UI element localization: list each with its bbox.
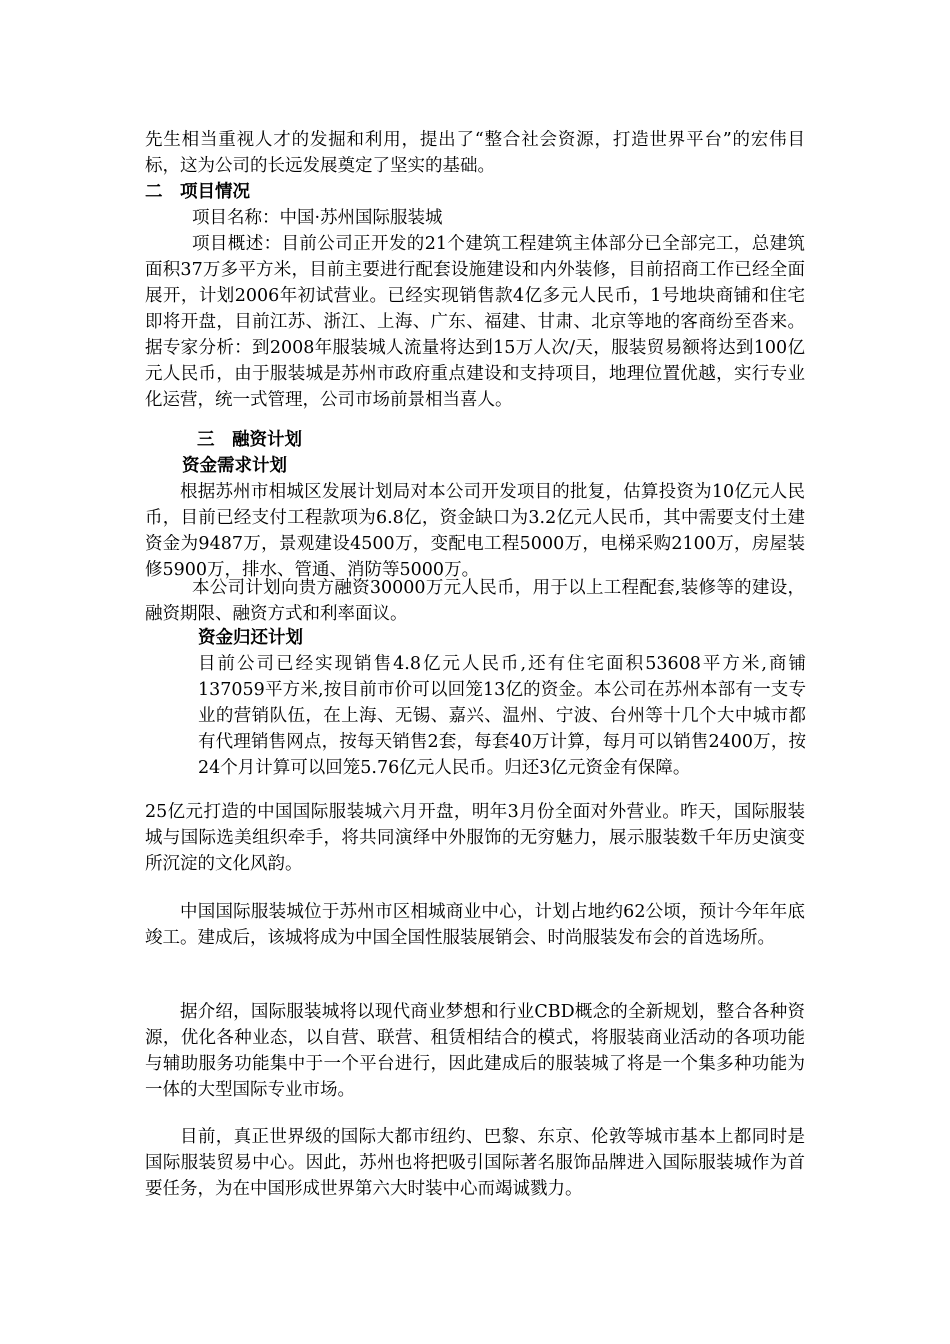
repay-paragraph: 目前公司已经实现销售4.8亿元人民币,还有住宅面积53608平方米,商铺137059平方米,按目前市价可以回笼13亿的资金。本公司在苏州本部有一支专业的营销队伍，在上海、无锡、嘉兴、温州、宁波、台州等十几个大中城市都有代理销售网点，按每天销售2套，每套40万计算，每月可以销售2400万，按24个月计算可以回笼5.76亿元人民币。归还3亿元资金有保障。 [198,654,806,778]
repay-heading: 资金归还计划 [198,628,303,648]
section-2-heading: 二 项目情况 [145,182,250,202]
news-paragraph-2: 中国国际服装城位于苏州市区相城商业中心，计划占地约62公顷，预计今年年底竣工。建成后，该城将成为中国全国性服装展销会、时尚服装发布会的首选场所。 [145,902,805,948]
news-paragraph-4: 目前，真正世界级的国际大都市纽约、巴黎、东京、伦敦等城市基本上都同时是国际服装贸易中心。因此，苏州也将把吸引国际著名服饰品牌进入国际服装城作为首要任务，为在中国形成世界第六大时装中心而竭诚戮力。 [145,1127,805,1199]
news-paragraph-3: 据介绍，国际服装城将以现代商业梦想和行业CBD概念的全新规划，整合各种资源，优化各种业态，以自营、联营、租赁相结合的模式，将服装商业活动的各项功能与辅助服务功能集中于一个平台进行，因此建成后的服装城了将是一个集多种功能为一体的大型国际专业市场。 [145,1002,805,1100]
section-3-heading: 三 融资计划 [197,430,302,450]
project-overview-paragraph: 项目概述：目前公司正开发的21个建筑工程建筑主体部分已全部完工，总建筑面积37万多平方米，目前主要进行配套设施建设和内外装修，目前招商工作已经全面展开，计划2006年初试营业。已经实现销售款4亿多元人民币，1号地块商铺和住宅即将开盘，目前江苏、浙江、上海、广东、福建、甘肃、北京等地的客商纷至沓来。据专家分析：到2008年服装城人流量将达到15万人次/天，服装贸易额将达到100亿元人民币，由于服装城是苏州市政府重点建设和支持项目，地理位置优越，实行专业化运营，统一式管理，公司市场前景相当喜人。 [145,234,805,410]
financing-paragraph: 本公司计划向贵方融资30000万元人民币，用于以上工程配套,装修等的建设，融资期限、融资方式和利率面议。 [145,578,805,624]
news-paragraph-1: 25亿元打造的中国国际服装城六月开盘，明年3月份全面对外营业。昨天，国际服装城与国际选美组织牵手，将共同演绎中外服饰的无穷魅力，展示服装数千年历史演变所沉淀的文化风韵。 [145,802,805,874]
fund-demand-paragraph: 根据苏州市相城区发展计划局对本公司开发项目的批复，估算投资为10亿元人民币，目前已经支付工程款项为6.8亿，资金缺口为3.2亿元人民币，其中需要支付土建资金为9487万，景观建设4500万，变配电工程5000万，电梯采购2100万，房屋装修5900万，排水、管通、消防等5000万。 [145,482,805,580]
fund-demand-heading: 资金需求计划 [182,456,287,476]
project-name-line: 项目名称：中国·苏州国际服装城 [192,208,443,228]
intro-paragraph: 先生相当重视人才的发掘和利用，提出了“整合社会资源，打造世界平台”的宏伟目标，这为公司的长远发展奠定了坚实的基础。 [145,130,805,176]
